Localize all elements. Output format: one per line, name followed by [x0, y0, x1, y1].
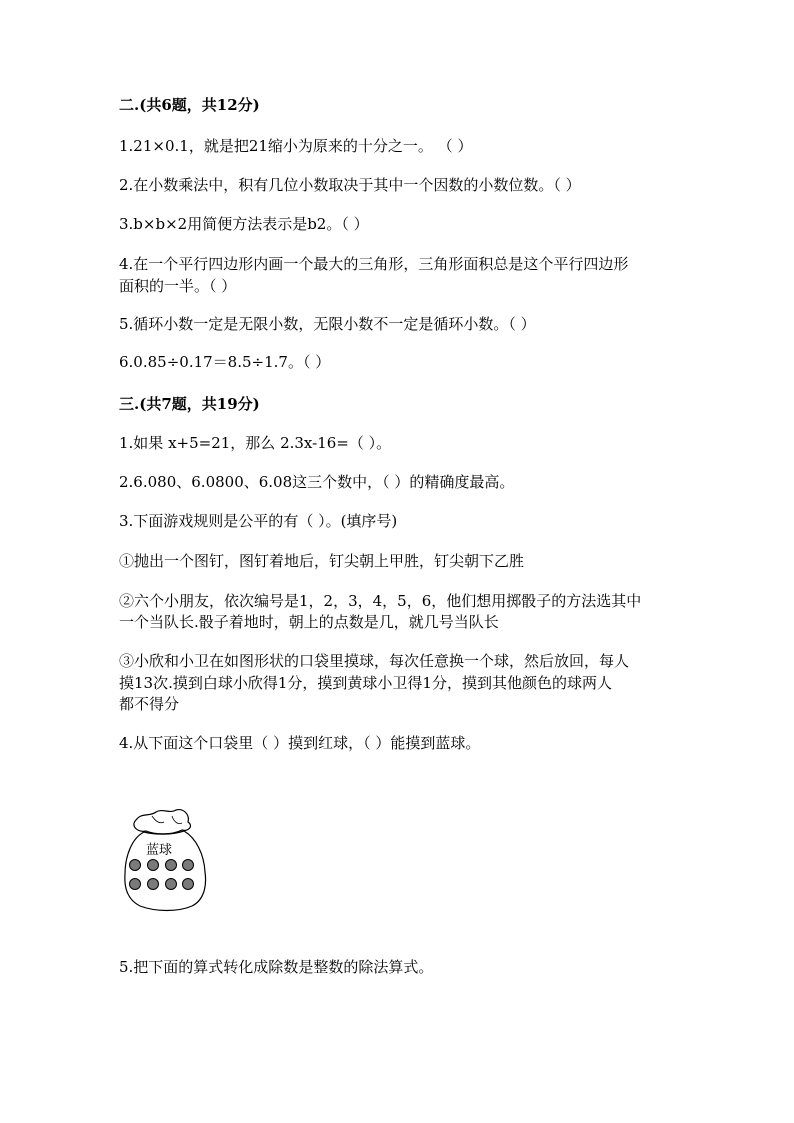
question-3-5: 5.把下面的算式转化成除数是整数的除法算式。 [119, 958, 434, 976]
question-2-3: 3.b×b×2用简便方法表示是b2。（ ） [119, 215, 369, 233]
ball-bag-figure [122, 808, 208, 912]
option-3-3-2-line-2: 一个当队长.骰子着地时，朝上的点数是几，就几号当队长 [119, 613, 499, 631]
ball [130, 860, 141, 871]
question-2-4-line-1: 4.在一个平行四边形内画一个最大的三角形，三角形面积总是这个平行四边形 [119, 255, 629, 273]
ball [166, 879, 177, 890]
ball [130, 879, 141, 890]
section-3-heading: 三.(共7题，共19分) [119, 395, 260, 413]
bag-label: 蓝球 [146, 843, 173, 858]
question-3-2: 2.6.080、6.0800、6.08这三个数中，（ ）的精确度最高。 [119, 473, 515, 491]
question-2-1: 1.21×0.1，就是把21缩小为原来的十分之一。 （ ） [119, 137, 473, 155]
ball [148, 879, 159, 890]
ball [148, 860, 159, 871]
option-3-3-3-line-3: 都不得分 [119, 695, 180, 713]
question-2-4-line-2: 面积的一半。（ ） [119, 277, 237, 295]
ball [166, 860, 177, 871]
question-3-4: 4.从下面这个口袋里（ ）摸到红球，（ ）能摸到蓝球。 [119, 734, 481, 752]
section-2-heading: 二.(共6题，共12分) [119, 96, 260, 114]
option-3-3-1: ①抛出一个图钉，图钉着地后，钉尖朝上甲胜，钉尖朝下乙胜 [119, 552, 525, 570]
question-3-1: 1.如果 x+5=21，那么 2.3x-16=（ ）。 [119, 434, 392, 452]
question-2-6: 6.0.85÷0.17＝8.5÷1.7。（ ） [119, 353, 331, 371]
question-2-5: 5.循环小数一定是无限小数，无限小数不一定是循环小数。（ ） [119, 315, 536, 333]
question-2-2: 2.在小数乘法中，积有几位小数取决于其中一个因数的小数位数。（ ） [119, 176, 581, 194]
option-3-3-2-line-1: ②六个小朋友，依次编号是1，2，3，4，5，6，他们想用掷骰子的方法选其中 [119, 592, 642, 610]
bag-top-ruffle [134, 810, 191, 834]
ball [183, 879, 194, 890]
option-3-3-3-line-2: 摸13次.摸到白球小欣得1分，摸到黄球小卫得1分，摸到其他颜色的球两人 [119, 674, 612, 692]
question-3-3: 3.下面游戏规则是公平的有（ ）。(填序号) [119, 512, 398, 530]
option-3-3-3-line-1: ③小欣和小卫在如图形状的口袋里摸球，每次任意换一个球，然后放回，每人 [119, 652, 630, 670]
ball [183, 860, 194, 871]
